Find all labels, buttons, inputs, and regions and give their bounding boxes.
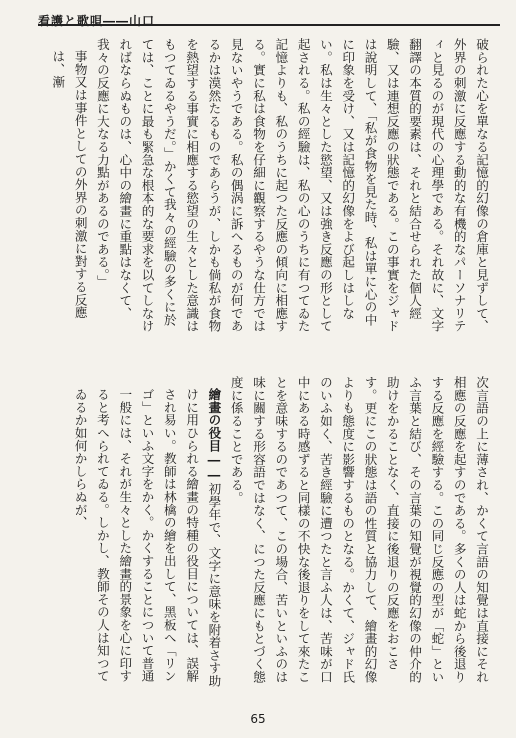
running-head: 看護と歌唄――山口 bbox=[38, 14, 156, 28]
paragraph: 次言語の上に薄され、かくて言語の知覺は直接にそれ相應の反應を起すのである。多くの人は蛇から後退りする反應を經驗する。この同じ反應の型が「蛇」といふ言葉と結び、その言葉の知覺が視覺的幻像の仲介的助けをかることなく、直接に後退りの反應をおこさす。更にこの狀態は語の性質と協力して、繪畫的幻像よりも態度に影響するものとなる。かくて、ジャド氏のいふ如く、苦き經驗に遭つたと言ふ人は、苦味が口中にある時感ずると同樣の不快な後退りをして來たことを意味するのであつて、この場合、苦いといふのは味に關する形容語ではなく、につた反應にもとづく態度に係ることである。 bbox=[228, 376, 489, 684]
page-number: 65 bbox=[250, 712, 266, 726]
bottom-text-block bbox=[30, 376, 492, 688]
section-paragraph bbox=[68, 376, 224, 688]
section-heading: 繪畫の役目―― bbox=[206, 388, 222, 483]
section-text: 初學年で、文字に意味を附着さす助けに用ひられる繪畫の特種の役目については、誤解され易い。教師は林檎の繪を出して、黑板へ「リンゴ」といふ文字をかく。かくすることについて普通一般には、それが生々とした繪畫的景象を心に印すると考へられてゐる。しかし、教師その人は知つてゐるか如何かしらぬが、 bbox=[72, 388, 222, 688]
paragraph: 破られた心を單なる記憶的幻像の倉庫と見ずして、外界の刺激に反應する動的な有機的なパーソナリティと見るのが現代の心理學である。それ故に、文字翻譯の本質的要素は、それと結合せられた個人經驗、又は連想反應の狀態である。この事實をジャドは說明して、「私が食物を見た時、私は單に心の中に印象を受け、又は記憶的幻像をよび起しはしない。私は生々とした慾望、又は強き反應の形として起される。私の經驗は、私の心のうちに有つてゐた記憶よりも、私のうちに起つた反應の傾向に相應する。實に私は食物を仔細に觀察するやうな仕方では見ないやうである。私の偶涡に訴へるものが何であるかは漠然たるものであらうが、しかも倘私が食物を熱望する事實に相應する慾望の生々とした意識はもつてゐるやうだ。」かくて我々の經驗の多くに於ては、ことに最も緊急な根本的な要求を以てしなければならぬものは、心中の繪畫に重點はなくて、我々の反應に大なる力點があるのである。」 bbox=[94, 38, 489, 333]
header-rule bbox=[38, 24, 500, 26]
paragraph: 事物又は事件としての外界の刺激に對する反應は、漸 bbox=[50, 50, 88, 319]
top-text-block bbox=[30, 38, 492, 338]
